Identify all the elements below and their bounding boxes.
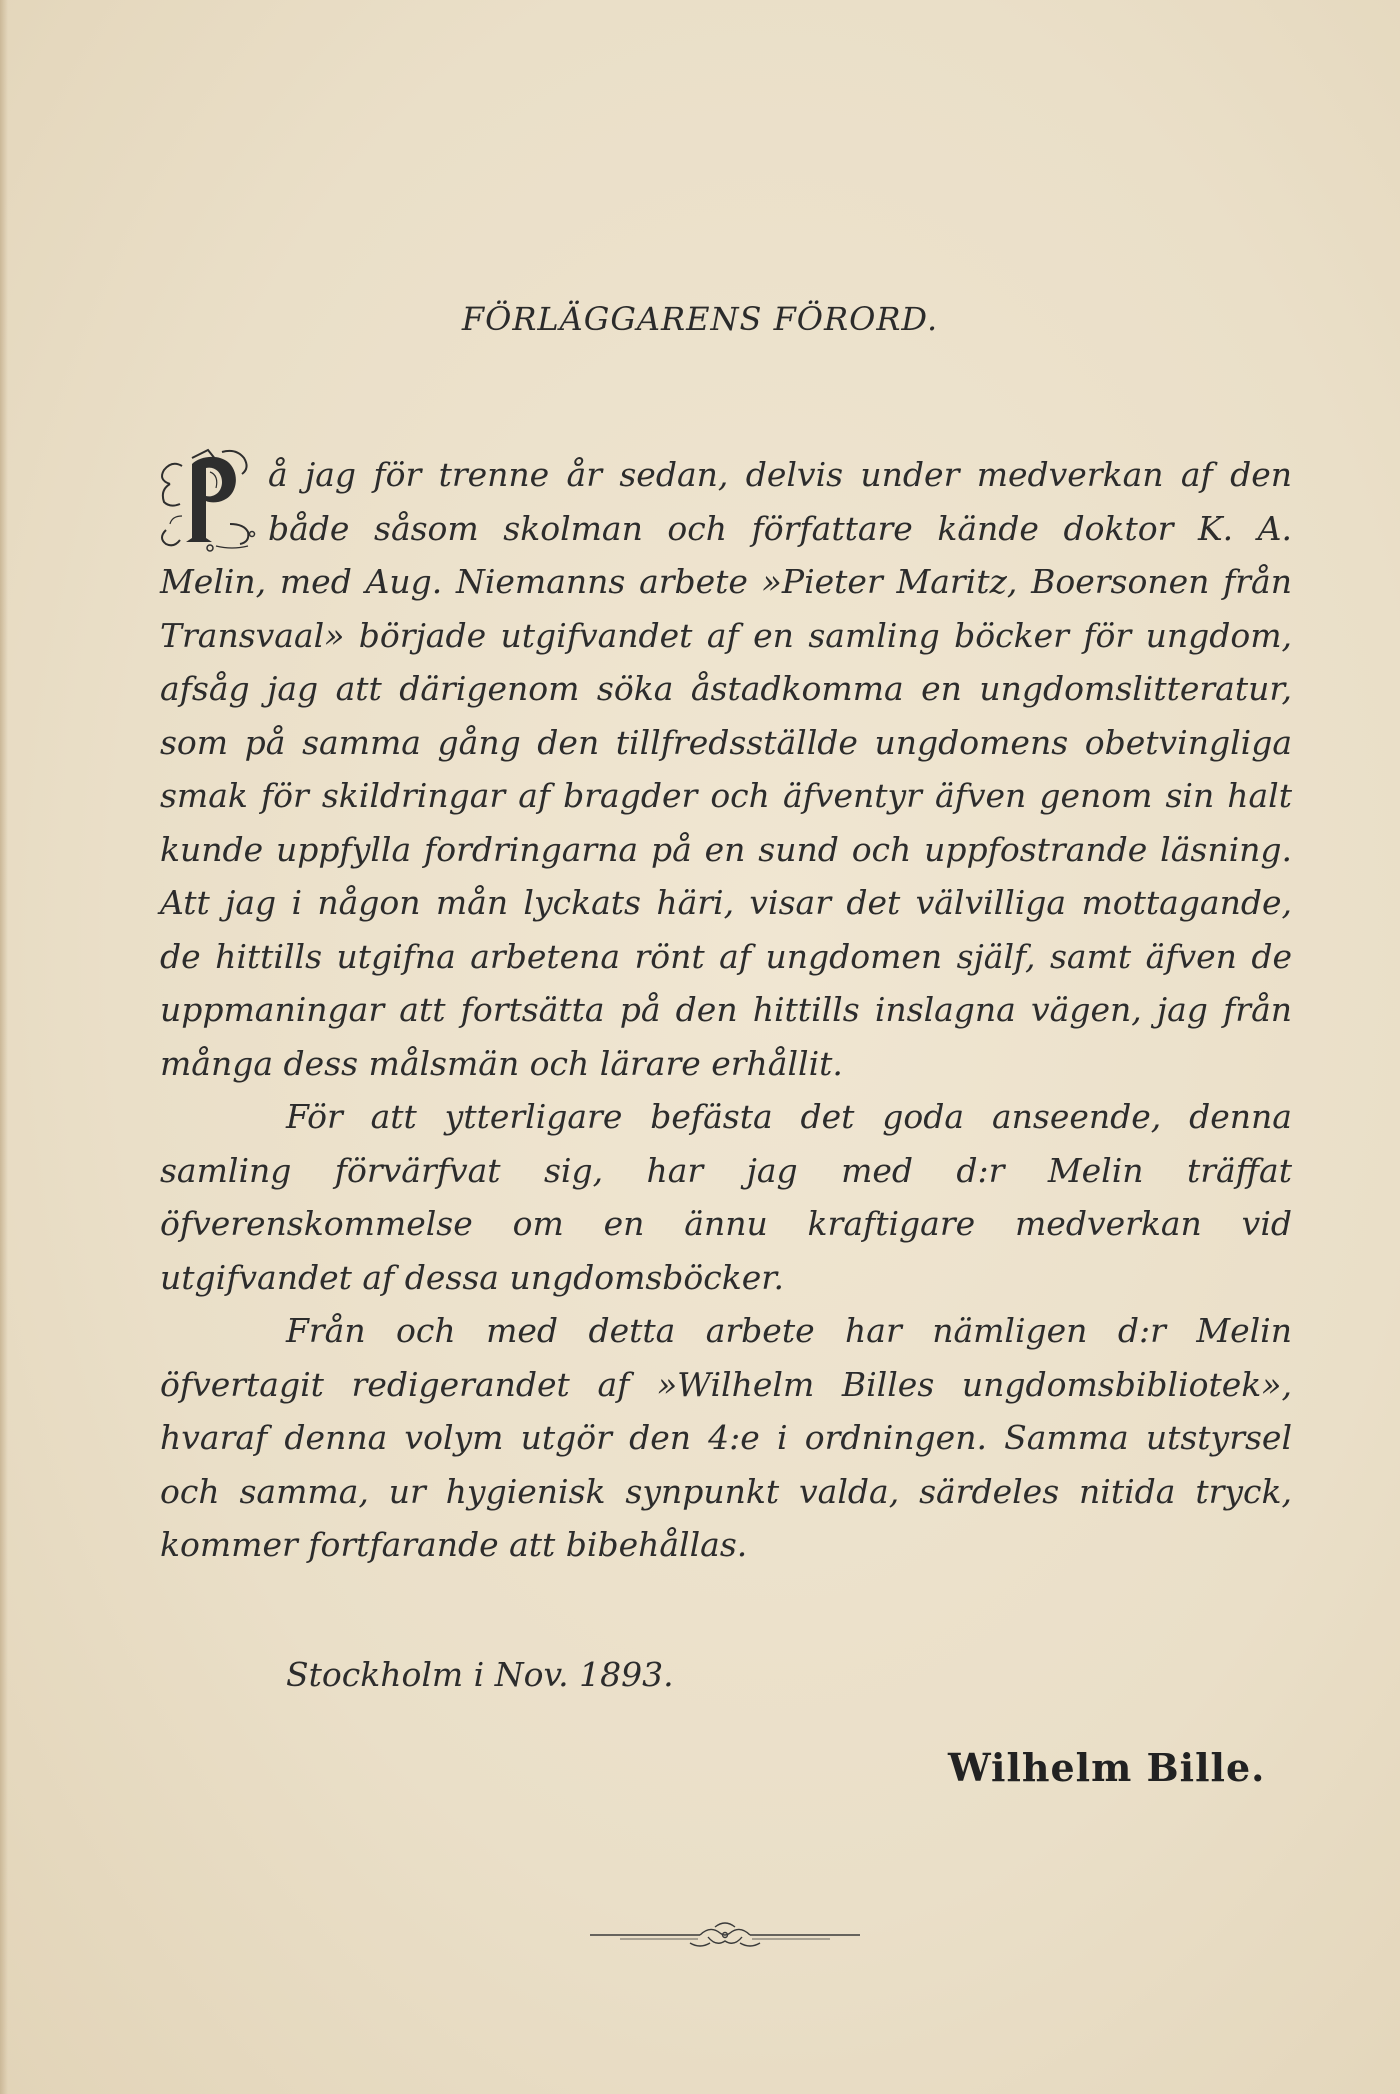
paragraph-1 — [160, 448, 1292, 1090]
document-body — [160, 448, 1292, 1572]
ornamental-dropcap-icon — [152, 446, 262, 554]
paragraph-1-text: å jag för trenne år sedan, delvis under medverkan af den både såsom skolman och författare kände doktor K. A. Melin, med Aug. Niemanns arbete »Pieter Maritz, Boersonen från Transvaal» började utgifvandet af en samling böcker för ungdom, afsåg jag att därigenom söka åstadkomma en ungdomslitteratur, som på samma gång den tillfredsställde ungdomens obetvingliga smak för skildringar af bragder och äfventyr äfven genom sin halt kunde uppfylla fordringarna på en sund och uppfostrande läsning. Att jag i någon mån lyckats häri, visar det välvilliga mottagande, de hittills utgifna arbetena rönt af ungdomen själf, samt äfven de uppmaningar att fortsätta på den hittills inslagna vägen, jag från många dess målsmän och lärare erhållit. — [160, 455, 1292, 1083]
paragraph-3: Från och med detta arbete har nämligen d:r Melin öfvertagit redigerandet af »Wilhelm Billes ungdomsbibliotek», hvaraf denna volym utgör den 4:e i ordningen. Samma utstyrsel och samma, ur hygienisk synpunkt valda, särdeles nitida tryck, kommer fortfarande att bibehållas. — [160, 1311, 1292, 1564]
signature: Wilhelm Bille. — [948, 1745, 1266, 1790]
paragraph-2: För att ytterligare befästa det goda anseende, denna samling förvärfvat sig, har jag med d:r Melin träffat öfverenskommelse om en ännu kraftigare medverkan vid utgifvandet af dessa ungdomsböcker. — [160, 1097, 1292, 1297]
end-flourish-icon — [590, 1915, 860, 1955]
document-title: FÖRLÄGGARENS FÖRORD. — [461, 300, 939, 338]
place-date: Stockholm i Nov. 1893. — [286, 1655, 674, 1694]
